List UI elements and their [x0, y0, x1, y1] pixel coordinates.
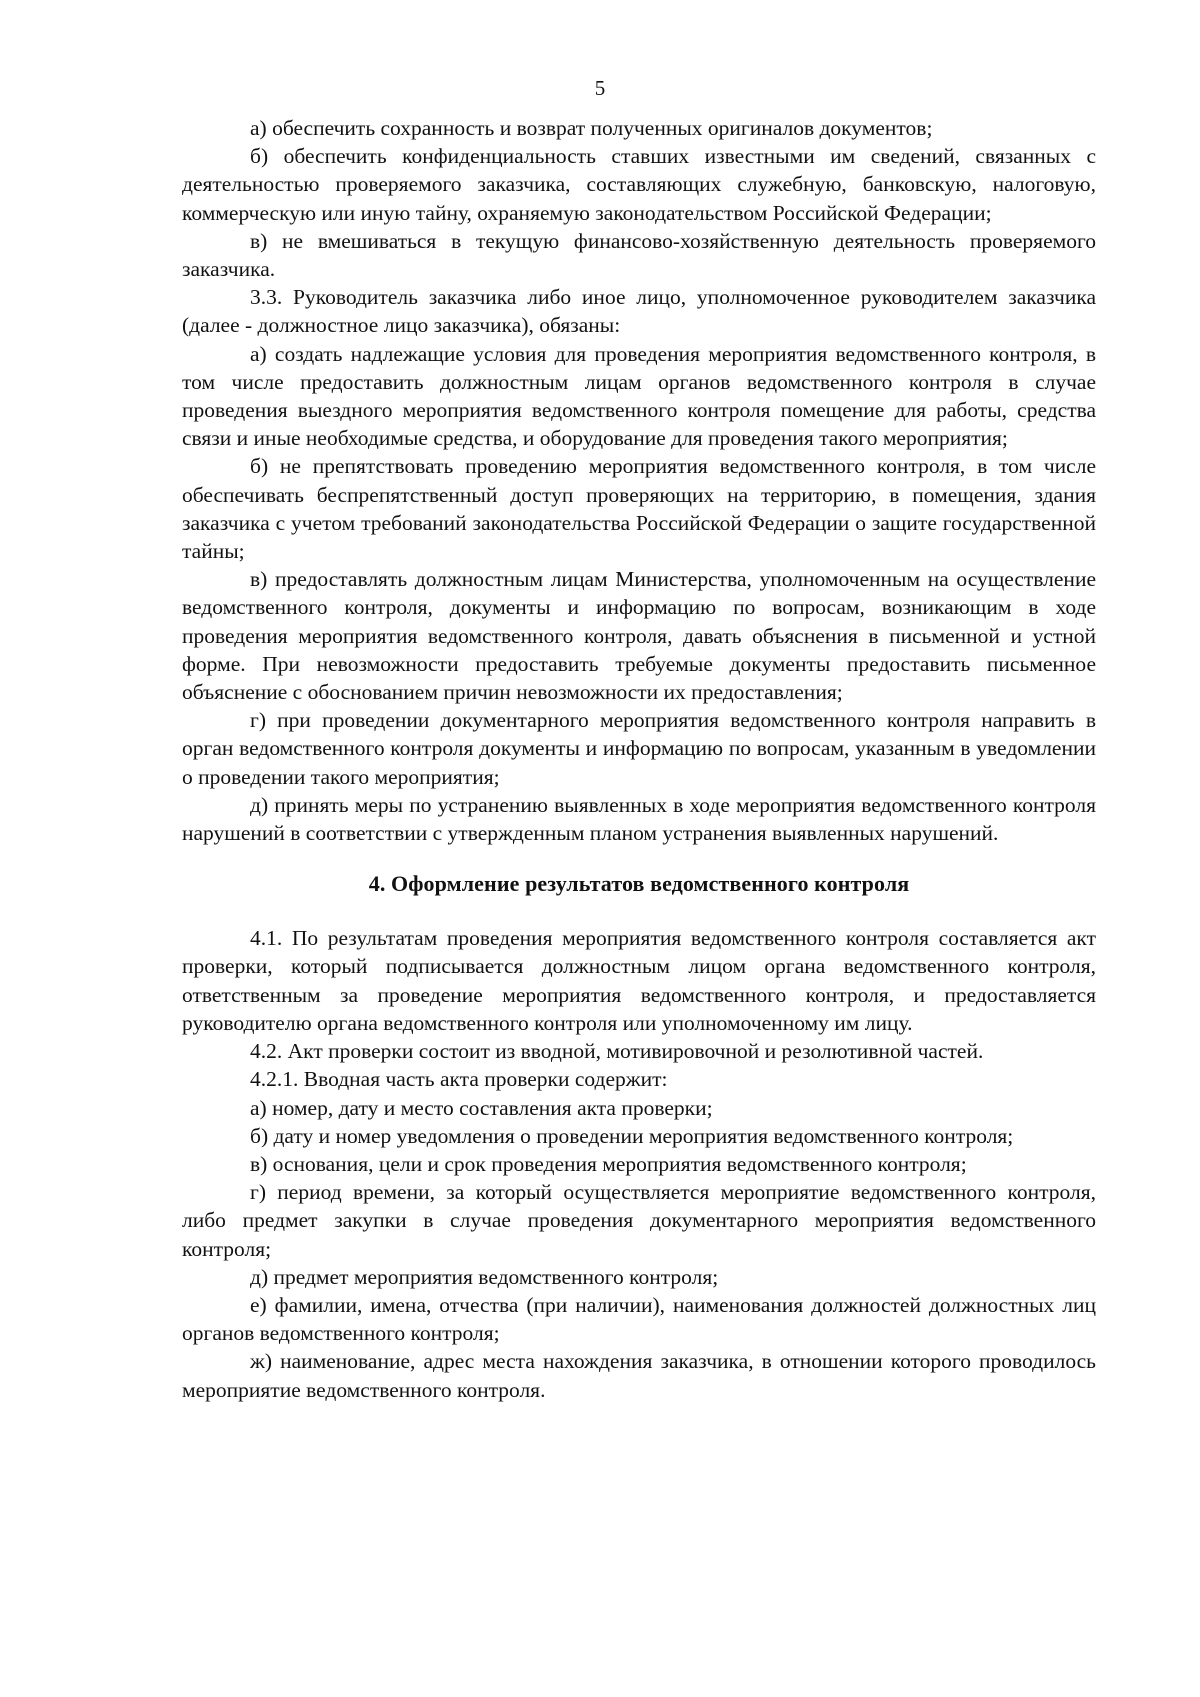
page-number: 5 [594, 76, 606, 100]
paragraph: д) предмет мероприятия ведомственного контроля; [250, 1264, 719, 1289]
paragraph: а) создать надлежащие условия для проведения мероприятия ведомственного контроля, в том числе предоставить должностным лицам органов ведомственного контроля в случае проведения выездного мероприятия ведомственного контроля помещение для работы, средства связи и иные необходимые средства, и оборудование для проведения такого мероприятия; [182, 341, 1096, 451]
paragraph: б) не препятствовать проведению мероприятия ведомственного контроля, в том числе обеспечивать беспрепятственный доступ проверяющих на территорию, в помещения, здания заказчика с учетом требований законодательства Российской Федерации о защите государственной тайны; [182, 454, 1096, 564]
paragraph: б) обеспечить конфиденциальность ставших известными им сведений, связанных с деятельностью проверяемого заказчика, составляющих служебную, банковскую, налоговую, коммерческую или иную тайну, охраняемую законодательством Российской Федерации; [182, 144, 1096, 225]
paragraph: 4.2. Акт проверки состоит из вводной, мотивировочной и резолютивной частей. [250, 1039, 984, 1064]
paragraph: 4.1. По результатам проведения мероприятия ведомственного контроля составляется акт проверки, который подписывается должностным лицом органа ведомственного контроля, ответственным за проведение мероприятия ведомственного контроля, и предоставляется руководителю органа ведомственного контроля или уполномоченному им лицу. [182, 926, 1096, 1035]
paragraph: б) дату и номер уведомления о проведении мероприятия ведомственного контроля; [250, 1123, 1014, 1148]
paragraph: 3.3. Руководитель заказчика либо иное лицо, уполномоченное руководителем заказчика (далее - должностное лицо заказчика), обязаны: [182, 285, 1096, 338]
paragraph: а) обеспечить сохранность и возврат полученных оригиналов документов; [250, 116, 933, 140]
paragraph: а) номер, дату и место составления акта проверки; [250, 1095, 713, 1120]
paragraph: в) основания, цели и срок проведения мероприятия ведомственного контроля; [250, 1151, 967, 1176]
paragraph: 4.2.1. Вводная часть акта проверки содержит: [250, 1067, 668, 1092]
paragraph: е) фамилии, имена, отчества (при наличии), наименования должностей должностных лиц органов ведомственного контроля; [182, 1292, 1096, 1346]
document-body [182, 114, 1096, 1404]
section-heading: 4. Оформление результатов ведомственного контроля [368, 871, 910, 897]
paragraph: в) предоставлять должностным лицам Министерства, уполномоченным на осуществление ведомственного контроля, документы и информацию по вопросам, возникающим в ходе проведения мероприятия ведомственного контроля, давать объяснения в письменной и устной форме. При невозможности предоставить требуемые документы предоставить письменное объяснение с обоснованием причин невозможности их предоставления; [182, 567, 1096, 705]
paragraph: г) период времени, за который осуществляется мероприятие ведомственного контроля, либо предмет закупки в случае проведения документарного мероприятия ведомственного контроля; [182, 1180, 1096, 1261]
paragraph: г) при проведении документарного мероприятия ведомственного контроля направить в орган ведомственного контроля документы и информацию по вопросам, указанным в уведомлении о проведении такого мероприятия; [182, 708, 1096, 789]
paragraph: в) не вмешиваться в текущую финансово-хозяйственную деятельность проверяемого заказчика. [182, 228, 1096, 282]
paragraph: д) принять меры по устранению выявленных в ходе мероприятия ведомственного контроля нарушений в соответствии с утвержденным планом устранения выявленных нарушений. [182, 792, 1096, 846]
paragraph: ж) наименование, адрес места нахождения заказчика, в отношении которого проводилось мероприятие ведомственного контроля. [182, 1349, 1096, 1402]
